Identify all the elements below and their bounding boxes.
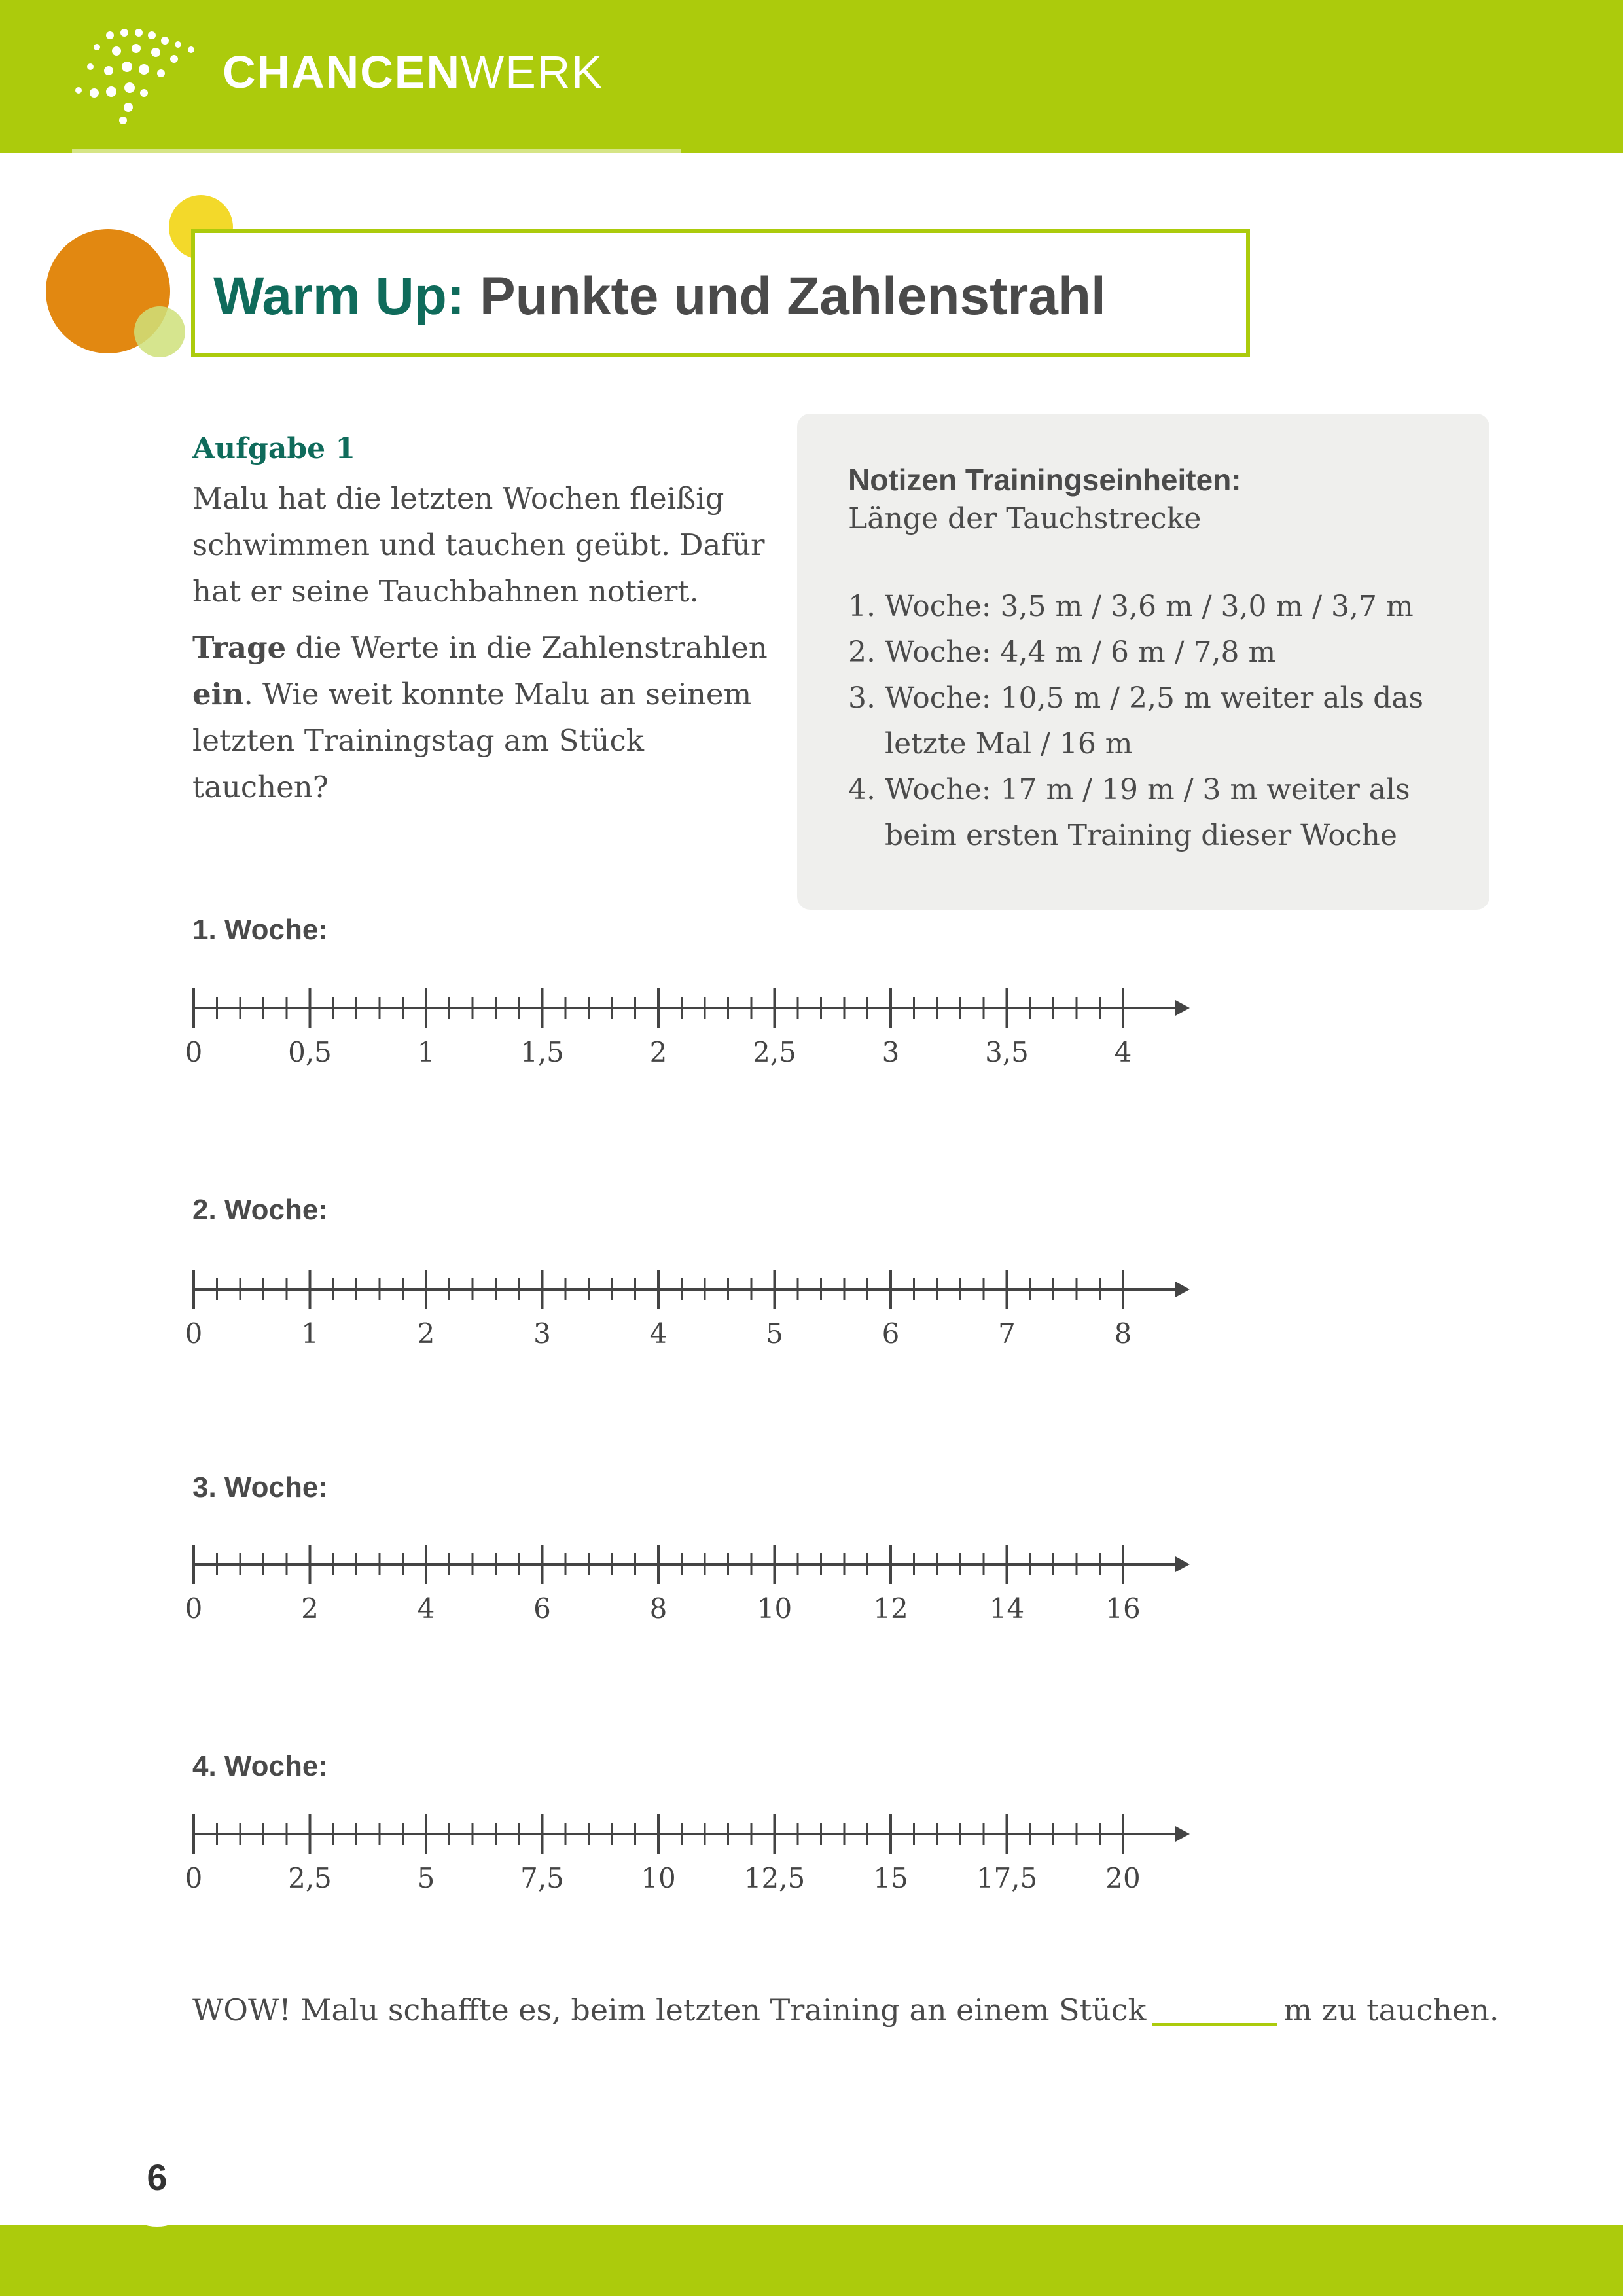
number-line-week-4[interactable]	[177, 1801, 1204, 1893]
notes-item	[848, 767, 1437, 859]
tick-label: 5	[417, 1862, 435, 1893]
tick-label: 6	[533, 1592, 551, 1623]
notes-item	[848, 584, 1437, 630]
tick-label: 1,5	[520, 1036, 564, 1067]
tick-label: 2,5	[753, 1036, 796, 1067]
number-line-week-3[interactable]	[177, 1532, 1204, 1623]
tick-label: 8	[1114, 1318, 1132, 1348]
tick-label: 3	[533, 1318, 551, 1348]
answer-blank-field[interactable]	[1152, 2023, 1277, 2026]
week-4-label: 4. Woche:	[192, 1750, 329, 1782]
week-2-label: 2. Woche:	[192, 1194, 329, 1226]
title-main: Punkte und Zahlenstrahl	[479, 266, 1106, 326]
tick-label: 0	[185, 1318, 203, 1348]
tick-label: 6	[882, 1318, 900, 1348]
answer-sentence	[192, 1992, 1499, 2028]
notes-subtitle: Länge der Tauchstrecke	[848, 502, 1202, 535]
notes-item-text: Woche: 17 m / 19 m / 3 m weiter als beim ersten Training dieser Woche	[885, 773, 1410, 852]
answer-after: m zu tauchen.	[1283, 1992, 1499, 2028]
footer-band	[0, 2225, 1623, 2296]
tick-label: 14	[989, 1592, 1025, 1623]
tick-label: 2	[649, 1036, 668, 1067]
number-line-arrowhead	[1175, 1000, 1190, 1016]
brand-bold: CHANCEN	[223, 46, 461, 98]
number-line-arrowhead	[1175, 1556, 1190, 1572]
task-paragraph-2	[192, 624, 768, 810]
tick-label: 10	[641, 1862, 676, 1893]
decorative-lime-circle	[134, 306, 185, 357]
task-paragraph-1: Malu hat die letzten Wochen fleißig schwimmen und tauchen geübt. Dafür hat er seine Tauchbahnen notiert.	[192, 481, 765, 609]
tick-label: 5	[766, 1318, 783, 1348]
week-1-label: 1. Woche:	[192, 914, 329, 946]
header-divider	[72, 149, 681, 153]
tick-label: 7,5	[520, 1862, 564, 1893]
tick-label: 0	[185, 1862, 203, 1893]
page-title	[213, 266, 1106, 327]
brand-light: WERK	[461, 46, 603, 98]
week-3-label: 3. Woche:	[192, 1471, 329, 1503]
notes-item	[848, 630, 1437, 675]
tick-label: 2,5	[288, 1862, 332, 1893]
page-number-badge	[113, 2138, 202, 2227]
tick-label: 1	[417, 1036, 435, 1067]
tick-label: 2	[301, 1592, 319, 1623]
tick-label: 17,5	[976, 1862, 1038, 1893]
tick-label: 0	[185, 1036, 203, 1067]
tick-label: 7	[998, 1318, 1016, 1348]
answer-before: WOW! Malu schaffte es, beim letzten Training an einem Stück	[192, 1992, 1147, 2028]
tick-label: 16	[1105, 1592, 1141, 1623]
tick-label: 1	[301, 1318, 319, 1348]
task-text-2: . Wie weit konnte Malu an seinem letzten Trainingstag am Stück tauchen?	[192, 677, 752, 804]
tick-label: 4	[649, 1318, 668, 1348]
notes-item-number: 4.	[848, 773, 876, 806]
number-line-arrowhead	[1175, 1826, 1190, 1842]
notes-item-text: Woche: 4,4 m / 6 m / 7,8 m	[885, 636, 1276, 669]
tick-label: 4	[1114, 1036, 1132, 1067]
notes-card	[797, 414, 1489, 910]
notes-title: Notizen Trainingseinheiten:	[848, 463, 1241, 497]
chancenwerk-dots-logo-icon	[71, 27, 202, 126]
tick-label: 4	[417, 1592, 435, 1623]
notes-item-number: 2.	[848, 636, 876, 669]
title-box	[191, 229, 1250, 357]
tick-label: 20	[1105, 1862, 1141, 1893]
notes-item-text: Woche: 3,5 m / 3,6 m / 3,0 m / 3,7 m	[885, 590, 1414, 623]
number-line-week-2[interactable]	[177, 1257, 1204, 1348]
page-number: 6	[147, 2157, 168, 2198]
tick-label: 3	[882, 1036, 900, 1067]
notes-item-number: 1.	[848, 590, 876, 623]
tick-label: 10	[757, 1592, 793, 1623]
tick-label: 3,5	[985, 1036, 1029, 1067]
tick-label: 0	[185, 1592, 203, 1623]
task-bold-trage: Trage	[192, 630, 287, 665]
tick-label: 12,5	[743, 1862, 806, 1893]
tick-label: 15	[873, 1862, 908, 1893]
notes-list	[848, 584, 1437, 859]
task-text-1: die Werte in die Zahlenstrahlen	[286, 630, 768, 665]
tick-label: 2	[417, 1318, 435, 1348]
notes-item-number: 3.	[848, 681, 876, 715]
tick-label: 12	[873, 1592, 908, 1623]
notes-item	[848, 675, 1437, 767]
notes-item-text: Woche: 10,5 m / 2,5 m weiter als das letzte Mal / 16 m	[885, 681, 1424, 761]
title-accent: Warm Up:	[213, 266, 465, 326]
brand-wordmark	[223, 46, 603, 98]
task-bold-ein: ein	[192, 677, 244, 711]
number-line-week-1[interactable]	[177, 975, 1204, 1067]
tick-label: 8	[649, 1592, 668, 1623]
task-heading: Aufgabe 1	[192, 432, 356, 465]
tick-label: 0,5	[288, 1036, 332, 1067]
number-line-arrowhead	[1175, 1282, 1190, 1297]
